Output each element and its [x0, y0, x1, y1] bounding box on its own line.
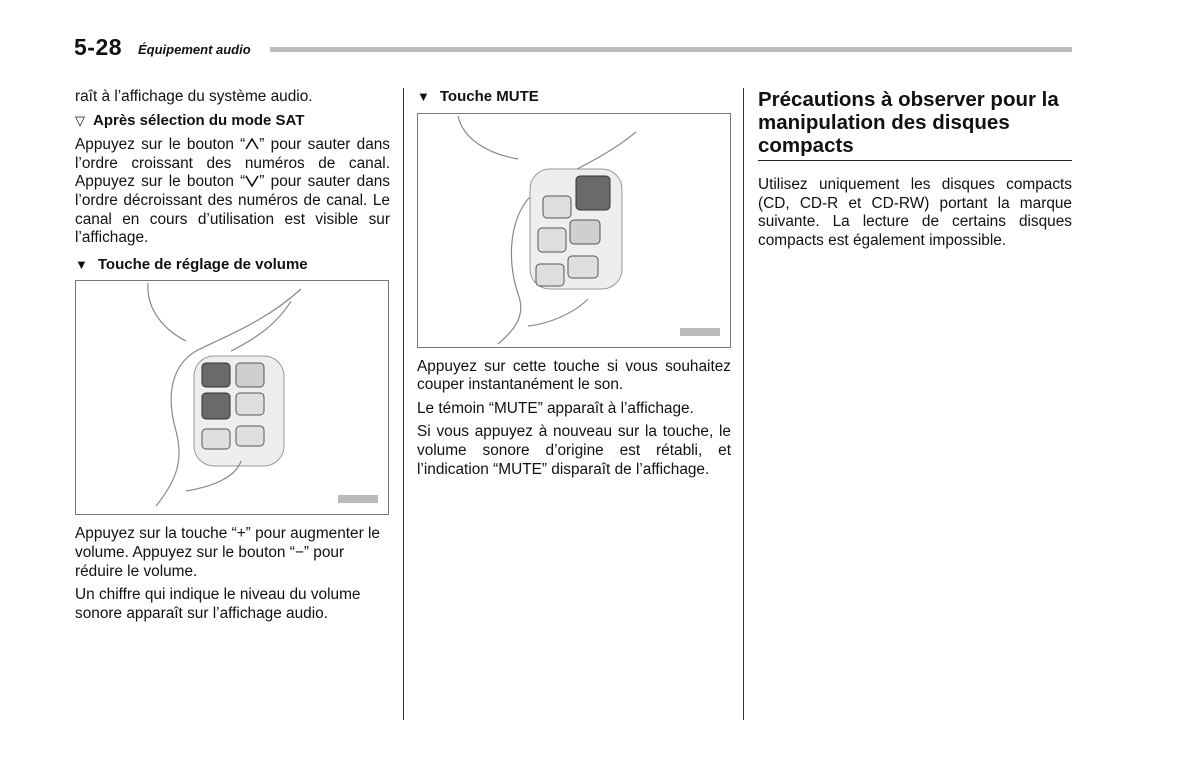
- filled-triangle-icon: ▼: [75, 256, 88, 272]
- sat-paragraph: [75, 136, 390, 248]
- page-number: 5-28: [74, 34, 123, 60]
- section-title: Équipement audio: [138, 42, 251, 57]
- steering-wheel-illustration: [418, 114, 730, 347]
- volume-heading-label: Touche de réglage de volume: [97, 255, 308, 273]
- column-divider: [403, 88, 404, 720]
- column-left: [75, 88, 390, 628]
- column-right: [758, 88, 1072, 255]
- mute-paragraph-2: Le témoin “MUTE” apparaît à l’affichage.: [417, 399, 694, 417]
- mute-paragraph-3: Si vous appuyez à nouveau sur la touche, le volume sonore d’origine est rétabli, et l’indication “MUTE” disparaît de l’affichage.: [417, 423, 731, 478]
- mute-heading-label: Touche MUTE: [439, 88, 539, 105]
- sat-heading: [75, 112, 390, 131]
- mute-heading: [417, 88, 731, 107]
- down-caret-icon: [245, 175, 259, 187]
- filled-triangle-icon: ▼: [417, 89, 430, 104]
- precautions-title: Précautions à observer pour la manipulation des disques compacts: [758, 88, 1072, 161]
- open-triangle-icon: ▽: [75, 112, 85, 128]
- sat-text-1: Appuyez sur le bouton “: [75, 136, 246, 154]
- volume-paragraph-2: Un chiffre qui indique le niveau du volume sonore apparaît sur l’affichage audio.: [75, 586, 361, 622]
- mute-figure: [417, 113, 731, 348]
- volume-heading: [75, 256, 390, 275]
- up-caret-icon: [245, 138, 259, 150]
- page-header: [74, 34, 1072, 60]
- sat-text-3: ” pour sauter dans l’ordre décroissant des numéros de canal. Le canal en cours d’utilisation est visible sur l’affichage.: [75, 173, 391, 247]
- sat-heading-label: Après sélection du mode SAT: [93, 111, 305, 129]
- intro-text: raît à l’affichage du système audio.: [75, 88, 313, 105]
- column-divider: [743, 88, 744, 720]
- volume-figure: [75, 280, 389, 515]
- sat-text-2: ” pour sauter dans l’ordre croissant des numéros de canal. Appuyez sur le bouton “: [75, 136, 391, 191]
- header-rule: [270, 47, 1072, 52]
- mute-paragraph-1: Appuyez sur cette touche si vous souhaitez couper instantanément le son.: [417, 357, 731, 394]
- column-middle: [417, 88, 731, 484]
- volume-paragraph-1: Appuyez sur la touche “+” pour augmenter le volume. Appuyez sur le bouton “−” pour réduire le volume.: [75, 525, 380, 580]
- precautions-body: Utilisez uniquement les disques compacts (CD, CD-R et CD-RW) portant la marque suivante. La lecture de certains disques compacts est également impossible.: [758, 176, 1072, 249]
- steering-wheel-illustration: [76, 281, 388, 514]
